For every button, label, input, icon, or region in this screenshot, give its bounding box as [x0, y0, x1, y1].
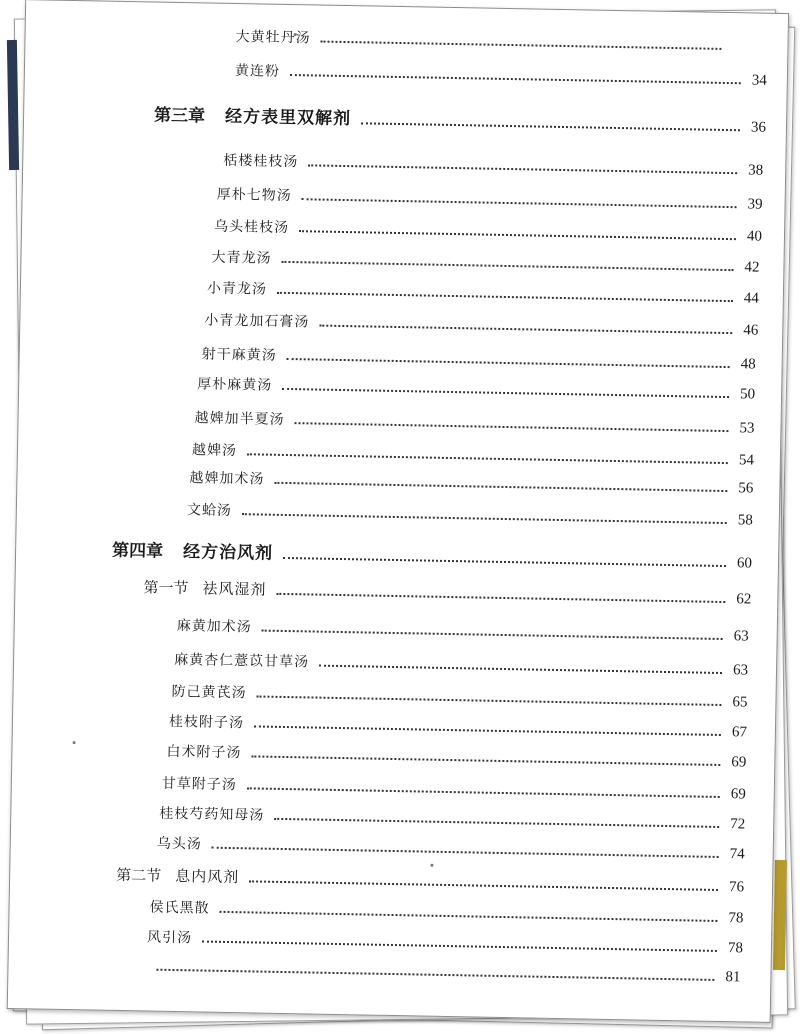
dot-leader [299, 230, 736, 240]
toc-entry-line [202, 343, 756, 373]
dot-leader [274, 818, 719, 828]
page-number: 36 [750, 119, 767, 136]
page-number: 65 [732, 694, 748, 711]
dot-leader [276, 593, 725, 603]
toc-section-line [116, 864, 744, 897]
dot-leader [262, 630, 723, 640]
toc-chapter-line [112, 536, 752, 573]
entry-title: 厚朴麻黄汤 [197, 376, 273, 394]
entry-title: 麻黄加术汤 [176, 618, 252, 636]
toc-entry-line [211, 247, 759, 277]
toc-chapter-line [154, 101, 766, 137]
dot-leader [249, 880, 718, 891]
toc-entry-line [149, 897, 743, 928]
page-number: 54 [738, 452, 755, 469]
toc-entry-line [192, 439, 754, 469]
section-number: 第一节 [143, 578, 189, 598]
toc-entry-line [223, 150, 763, 180]
page-number: 78 [728, 910, 744, 927]
chapter-title: 经方表里双解剂 [224, 106, 352, 130]
toc-entry-line [177, 615, 749, 645]
dot-leader [302, 198, 737, 208]
toc-entry-line [159, 803, 745, 834]
entry-title: 桂枝芍药知母汤 [159, 805, 265, 824]
chapter-number: 第四章 [111, 540, 164, 562]
toc-entry-line [187, 499, 753, 529]
dot-leader [294, 422, 728, 432]
toc-entry-line [194, 407, 754, 437]
page-number: 50 [739, 386, 756, 403]
entry-title: 越婢加术汤 [189, 470, 265, 488]
dot-leader [361, 122, 740, 131]
page-number: 53 [739, 420, 755, 437]
toc-entry-line [197, 373, 755, 403]
dot-leader [283, 557, 726, 567]
entry-title: 防己黄芪汤 [171, 683, 247, 702]
toc-entry-line [166, 741, 746, 772]
entry-title: 侯氏黑散 [149, 899, 210, 917]
dot-leader [277, 292, 733, 302]
toc-entry-line [174, 649, 748, 680]
dot-leader [242, 513, 727, 524]
entry-title: 甘草附子汤 [161, 775, 238, 794]
toc-entry-line [162, 773, 746, 804]
page-number: 81 [725, 969, 741, 986]
page-number: 58 [737, 512, 753, 529]
entry-title: 文蛤汤 [186, 502, 233, 519]
entry-title: 小青龙汤 [206, 280, 268, 298]
page-number: 67 [731, 724, 748, 741]
dot-leader [287, 358, 730, 368]
dot-leader [212, 847, 719, 858]
page-number: 38 [748, 162, 764, 179]
page-number: 34 [751, 72, 768, 89]
toc-entry-line [146, 959, 740, 987]
entry-title: 麻黄杏仁薏苡甘草汤 [173, 651, 310, 671]
toc-entry-line [204, 309, 758, 339]
entry-title: 乌头桂枝汤 [213, 218, 290, 236]
dot-leader [247, 787, 720, 798]
toc-entry-line [235, 60, 767, 90]
table-of-contents-page [7, 0, 789, 1023]
entry-title: 乌头汤 [156, 835, 202, 853]
toc-entry-line [235, 26, 747, 55]
page-number: 42 [744, 259, 760, 276]
dot-leader [281, 261, 733, 271]
entry-title: 风引汤 [146, 929, 193, 947]
toc-entry-line [169, 711, 747, 742]
dot-leader [220, 911, 718, 922]
dot-leader [320, 41, 721, 50]
dot-leader [254, 725, 721, 736]
paper-speck [73, 741, 76, 744]
section-number: 第二节 [116, 865, 162, 885]
toc-section-line [143, 576, 751, 608]
dot-leader [247, 453, 728, 464]
page-number: 39 [747, 196, 763, 213]
page-number: 78 [727, 940, 744, 957]
page-number: 74 [729, 846, 745, 863]
toc-entry-line [217, 184, 763, 214]
book-edge-accent [773, 860, 787, 970]
dot-leader [308, 164, 737, 174]
entry-title: 越婢加半夏汤 [194, 410, 285, 428]
entry-title: 小青龙加石膏汤 [204, 312, 310, 331]
entry-title: 射干麻黄汤 [201, 346, 277, 364]
section-title: 息内风剂 [175, 867, 240, 887]
chapter-number: 第三章 [153, 105, 206, 127]
section-title: 祛风湿剂 [202, 579, 267, 599]
page-number: 40 [746, 228, 763, 245]
entry-title: 桂枝附子汤 [168, 713, 245, 732]
entry-title: 厚朴七物汤 [216, 186, 292, 205]
entry-title: 栝楼桂枝汤 [223, 152, 299, 171]
page-number: 72 [730, 816, 746, 833]
dot-leader [256, 695, 721, 706]
page-number: 69 [730, 786, 746, 803]
entry-title: 白术附子汤 [166, 743, 242, 762]
toc-entry-line [214, 216, 762, 246]
dot-leader [290, 74, 741, 84]
toc-entry-line [157, 833, 745, 864]
toc-entry-line [147, 927, 743, 958]
toc-entry-line [207, 278, 759, 308]
page-number: 44 [743, 290, 760, 307]
page-number: 46 [743, 322, 759, 339]
page-number: 56 [738, 480, 754, 497]
dot-leader [251, 755, 720, 766]
page-number: 60 [736, 555, 753, 572]
dot-leader [319, 665, 722, 674]
dot-leader [274, 482, 727, 492]
dot-leader [282, 388, 729, 398]
entry-title: 大黄牡丹汤 [235, 28, 311, 47]
entry-title: 越婢汤 [191, 442, 238, 460]
dot-leader [319, 325, 732, 335]
page-number: 63 [733, 628, 749, 645]
toc-entry-line [189, 467, 753, 497]
dot-leader [156, 969, 714, 981]
entry-title: 黄连粉 [234, 62, 281, 80]
toc-entry-line [171, 681, 747, 712]
page-number: 76 [728, 879, 745, 896]
page-number: 48 [740, 356, 756, 373]
paper-speck [430, 864, 433, 867]
dot-leader [202, 941, 717, 952]
entry-title: 大青龙汤 [211, 249, 272, 267]
chapter-title: 经方治风剂 [182, 542, 274, 564]
page-number: 63 [732, 662, 749, 679]
page-number: 62 [736, 591, 752, 608]
page-number: 69 [731, 754, 747, 771]
